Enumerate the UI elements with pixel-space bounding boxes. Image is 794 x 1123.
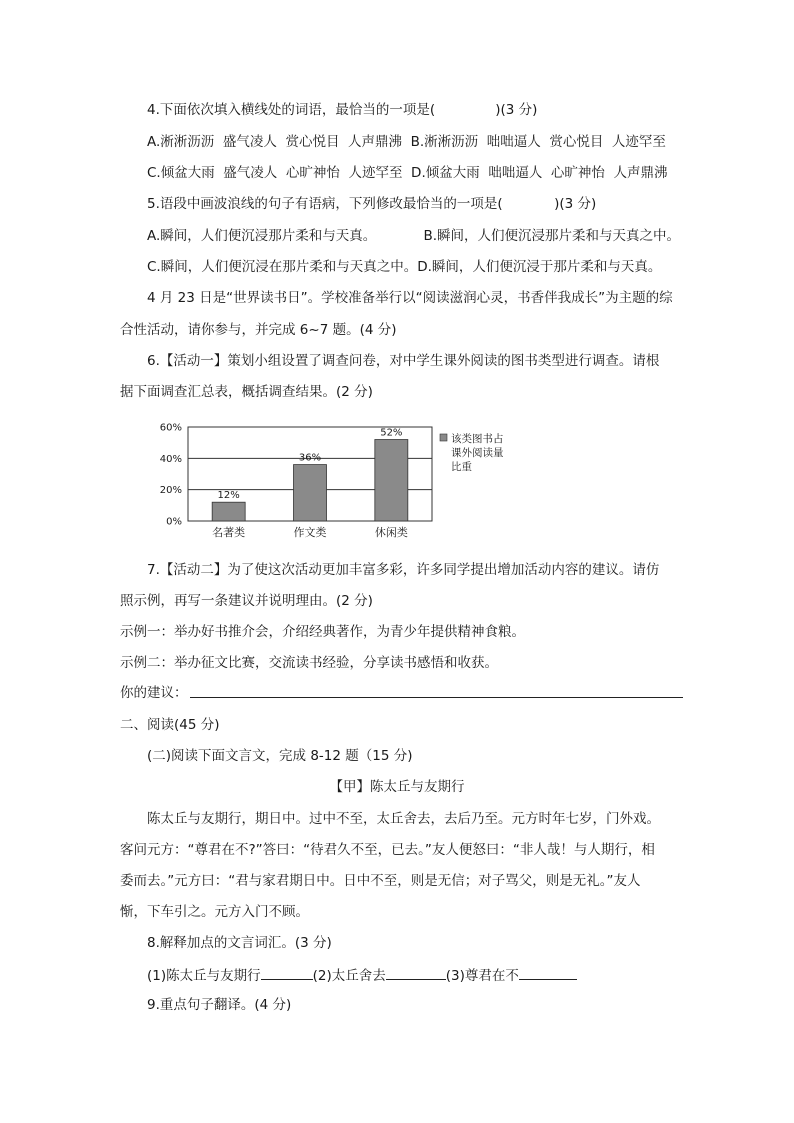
passage-line-4: 惭，下车引之。元方入门不顾。 bbox=[120, 904, 309, 920]
q4-options-ab: A.淅淅沥沥 盛气凌人 赏心悦目 人声鼎沸 B.淅淅沥沥 咄咄逼人 赏心悦目 人迹罕至 bbox=[147, 134, 666, 150]
q7-example-1: 示例一：举办好书推介会，介绍经典著作，为青少年提供精神食粮。 bbox=[120, 624, 525, 640]
passage-line-1: 陈太丘与友期行，期日中。过中不至，太丘舍去，去后乃至。元方时年七岁，门外戏。 bbox=[147, 811, 660, 827]
legend-text: 课外阅读量 bbox=[451, 447, 504, 459]
q5-options-ab: A.瞬间，人们便沉浸那片柔和与天真。 B.瞬间，人们便沉浸那片柔和与天真之中。 bbox=[147, 228, 681, 244]
q8-parts bbox=[147, 965, 577, 985]
q7-answer-label: 你的建议： bbox=[120, 685, 188, 701]
q8-stem: 8.解释加点的文言词汇。(3 分) bbox=[147, 935, 332, 951]
bar-value-label: 52% bbox=[380, 427, 403, 439]
q7-example-2: 示例二：举办征文比赛，交流读书经验，分享读书感悟和收获。 bbox=[120, 655, 498, 671]
y-tick-label: 0% bbox=[166, 516, 182, 528]
q5-options-cd: C.瞬间，人们便沉浸在那片柔和与天真之中。D.瞬间，人们便沉浸于那片柔和与天真。 bbox=[147, 259, 662, 275]
q7-line1: 7.【活动二】为了使这次活动更加丰富多彩，许多同学提出增加活动内容的建议。请仿 bbox=[147, 562, 660, 578]
chart-legend bbox=[440, 432, 504, 473]
section-subheading: (二)阅读下面文言文，完成 8-12 题（15 分) bbox=[147, 748, 413, 764]
q9-stem: 9.重点句子翻译。(4 分) bbox=[147, 997, 292, 1013]
bar-1 bbox=[212, 502, 245, 521]
x-category-label: 名著类 bbox=[212, 526, 246, 539]
bar-value-label: 36% bbox=[298, 452, 322, 464]
legend-text: 比重 bbox=[451, 461, 472, 473]
q8-part-1: (1)陈太丘与友期行 bbox=[147, 968, 261, 984]
section-heading: 二、阅读(45 分) bbox=[120, 717, 220, 733]
bar-3 bbox=[375, 440, 408, 521]
passage-line-2: 客问元方：“尊君在不?”答曰：“待君久不至，已去。”友人便怒曰：“非人哉！与人期行，相 bbox=[120, 842, 655, 858]
q8-part-3: (3)尊君在不 bbox=[445, 968, 519, 984]
bar-2 bbox=[294, 465, 327, 521]
q7-line2: 照示例，再写一条建议并说明理由。(2 分) bbox=[120, 593, 373, 609]
x-category-label: 休闲类 bbox=[374, 526, 408, 539]
intro-line1: 4 月 23 日是“世界读书日”。学校准备举行以“阅读滋润心灵，书香伴我成长”为主题的综 bbox=[147, 290, 673, 306]
passage-title: 【甲】陈太丘与友期行 bbox=[329, 779, 465, 795]
q7-answer-row bbox=[120, 684, 188, 702]
x-category-label: 作文类 bbox=[293, 526, 327, 539]
y-tick-label: 20% bbox=[159, 485, 182, 497]
q8-part-2: (2)太丘舍去 bbox=[312, 968, 386, 984]
y-tick-label: 60% bbox=[159, 422, 182, 434]
legend-swatch bbox=[440, 434, 447, 441]
bar-value-label: 12% bbox=[217, 490, 240, 502]
passage-line-3: 委而去。”元方曰：“君与家君期日中。日中不至，则是无信；对子骂父，则是无礼。”友人 bbox=[120, 873, 641, 889]
legend-text: 该类图书占 bbox=[451, 433, 504, 445]
q8-blank-3[interactable] bbox=[519, 965, 577, 980]
intro-line2: 合性活动，请你参与，并完成 6~7 题。(4 分) bbox=[120, 322, 397, 338]
q4-stem: 4.下面依次填入横线处的词语，最恰当的一项是( )(3 分) bbox=[147, 102, 538, 118]
q6-line1: 6.【活动一】策划小组设置了调查问卷，对中学生课外阅读的图书类型进行调查。请根 bbox=[147, 353, 660, 369]
q7-answer-line[interactable] bbox=[190, 697, 683, 698]
reading-survey-chart bbox=[150, 418, 520, 548]
q8-blank-2[interactable] bbox=[386, 965, 446, 980]
q8-blank-1[interactable] bbox=[261, 965, 313, 980]
q4-options-cd: C.倾盆大雨 盛气凌人 心旷神怡 人迹罕至 D.倾盆大雨 咄咄逼人 心旷神怡 人声鼎沸 bbox=[147, 165, 668, 181]
q5-stem: 5.语段中画波浪线的句子有语病，下列修改最恰当的一项是( )(3 分) bbox=[147, 196, 597, 212]
y-tick-label: 40% bbox=[159, 453, 182, 465]
q6-line2: 据下面调查汇总表，概括调查结果。(2 分) bbox=[120, 384, 373, 400]
